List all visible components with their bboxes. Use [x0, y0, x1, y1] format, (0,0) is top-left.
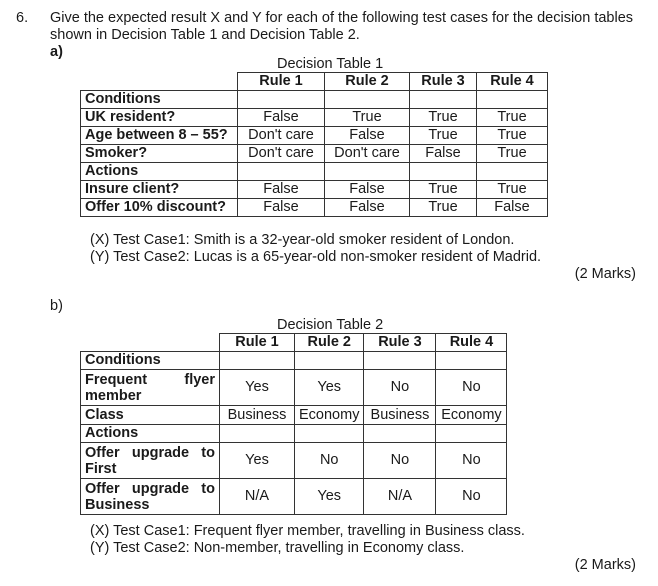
header-rule-3: Rule 3: [364, 334, 436, 352]
table-cell: Yes: [220, 443, 295, 479]
question-number: 6.: [16, 10, 29, 26]
table-cell: True: [477, 109, 548, 127]
action-label: Insure client?: [81, 181, 238, 199]
table-cell: Yes: [295, 479, 364, 515]
table-row: [81, 181, 548, 199]
condition-label: [81, 370, 220, 406]
condition-label-line2: member: [85, 387, 142, 404]
test-case-y: (Y) Test Case2: Lucas is a 65-year-old non-smoker resident of Madrid.: [90, 249, 542, 265]
conditions-section-row: [81, 91, 548, 109]
section-empty-cell: [410, 163, 477, 181]
condition-label: UK resident?: [81, 109, 238, 127]
table-row: [81, 370, 507, 406]
table-row: [81, 127, 548, 145]
section-empty-cell: [295, 352, 364, 370]
table-cell: False: [238, 199, 325, 217]
header-rule-4: Rule 4: [477, 73, 548, 91]
conditions-label: Conditions: [81, 352, 220, 370]
question-text: Give the expected result X and Y for each of the following test cases for the decision tables shown in Decision Table 1 and Decision Table 2.: [50, 10, 634, 43]
section-empty-cell: [238, 163, 325, 181]
table-cell: Don't care: [325, 145, 410, 163]
table-row: [81, 406, 507, 425]
table-row: [81, 479, 507, 515]
test-case-x: (X) Test Case1: Frequent flyer member, travelling in Business class.: [90, 523, 525, 539]
action-label-line1: Offer upgrade to: [85, 480, 215, 497]
action-label: [81, 443, 220, 479]
table-cell: True: [410, 181, 477, 199]
table-cell: No: [436, 479, 507, 515]
table-cell: True: [477, 181, 548, 199]
table-row: [81, 109, 548, 127]
condition-label: Smoker?: [81, 145, 238, 163]
actions-label: Actions: [81, 425, 220, 443]
table-cell: False: [325, 127, 410, 145]
action-label-line2: First: [85, 460, 117, 477]
header-blank-cell: [81, 334, 220, 352]
section-empty-cell: [410, 91, 477, 109]
header-blank-cell: [81, 73, 238, 91]
table-row: [81, 443, 507, 479]
marks-label: (2 Marks): [574, 557, 636, 573]
table-cell: N/A: [220, 479, 295, 515]
action-label: Offer 10% discount?: [81, 199, 238, 217]
condition-label-line1: Frequent flyer: [85, 371, 215, 388]
section-empty-cell: [477, 163, 548, 181]
section-empty-cell: [238, 91, 325, 109]
section-empty-cell: [325, 163, 410, 181]
table-cell: No: [436, 370, 507, 406]
marks-label: (2 Marks): [574, 266, 636, 282]
condition-label: Class: [81, 406, 220, 425]
table-cell: True: [325, 109, 410, 127]
table-cell: False: [410, 145, 477, 163]
table-cell: False: [238, 181, 325, 199]
table-cell: False: [477, 199, 548, 217]
table-cell: No: [364, 370, 436, 406]
header-rule-1: Rule 1: [238, 73, 325, 91]
table-cell: False: [238, 109, 325, 127]
condition-label: Age between 8 – 55?: [81, 127, 238, 145]
header-rule-4: Rule 4: [436, 334, 507, 352]
header-rule-2: Rule 2: [295, 334, 364, 352]
section-empty-cell: [325, 91, 410, 109]
section-empty-cell: [295, 425, 364, 443]
test-case-x: (X) Test Case1: Smith is a 32-year-old smoker resident of London.: [90, 232, 515, 248]
section-empty-cell: [436, 425, 507, 443]
table-cell: No: [295, 443, 364, 479]
table-header-row: [81, 334, 507, 352]
table-row: [81, 199, 548, 217]
table-cell: No: [364, 443, 436, 479]
table-cell: True: [477, 127, 548, 145]
header-rule-3: Rule 3: [410, 73, 477, 91]
table-cell: No: [436, 443, 507, 479]
section-empty-cell: [364, 425, 436, 443]
section-empty-cell: [477, 91, 548, 109]
table-cell: Don't care: [238, 145, 325, 163]
decision-table-2: [80, 333, 507, 515]
section-empty-cell: [220, 425, 295, 443]
table-cell: Business: [220, 406, 295, 425]
table-cell: Business: [364, 406, 436, 425]
decision-table-2-caption: Decision Table 2: [277, 317, 384, 333]
table-cell: Economy: [436, 406, 507, 425]
header-rule-2: Rule 2: [325, 73, 410, 91]
part-b-label: b): [50, 298, 63, 314]
section-empty-cell: [220, 352, 295, 370]
table-cell: Don't care: [238, 127, 325, 145]
table-cell: True: [410, 127, 477, 145]
decision-table-1: [80, 72, 548, 217]
action-label-line2: Business: [85, 496, 150, 513]
header-rule-1: Rule 1: [220, 334, 295, 352]
actions-section-row: [81, 425, 507, 443]
conditions-label: Conditions: [81, 91, 238, 109]
action-label-line1: Offer upgrade to: [85, 444, 215, 461]
section-empty-cell: [436, 352, 507, 370]
table-cell: False: [325, 181, 410, 199]
table-cell: True: [477, 145, 548, 163]
table-cell: True: [410, 199, 477, 217]
conditions-section-row: [81, 352, 507, 370]
table-cell: Yes: [220, 370, 295, 406]
section-empty-cell: [364, 352, 436, 370]
decision-table-1-caption: Decision Table 1: [277, 56, 384, 72]
part-a-label: a): [50, 44, 63, 60]
action-label: [81, 479, 220, 515]
actions-label: Actions: [81, 163, 238, 181]
table-header-row: [81, 73, 548, 91]
table-cell: True: [410, 109, 477, 127]
table-cell: False: [325, 199, 410, 217]
test-case-y: (Y) Test Case2: Non-member, travelling in Economy class.: [90, 540, 465, 556]
table-row: [81, 145, 548, 163]
table-cell: Economy: [295, 406, 364, 425]
table-cell: Yes: [295, 370, 364, 406]
table-cell: N/A: [364, 479, 436, 515]
actions-section-row: [81, 163, 548, 181]
